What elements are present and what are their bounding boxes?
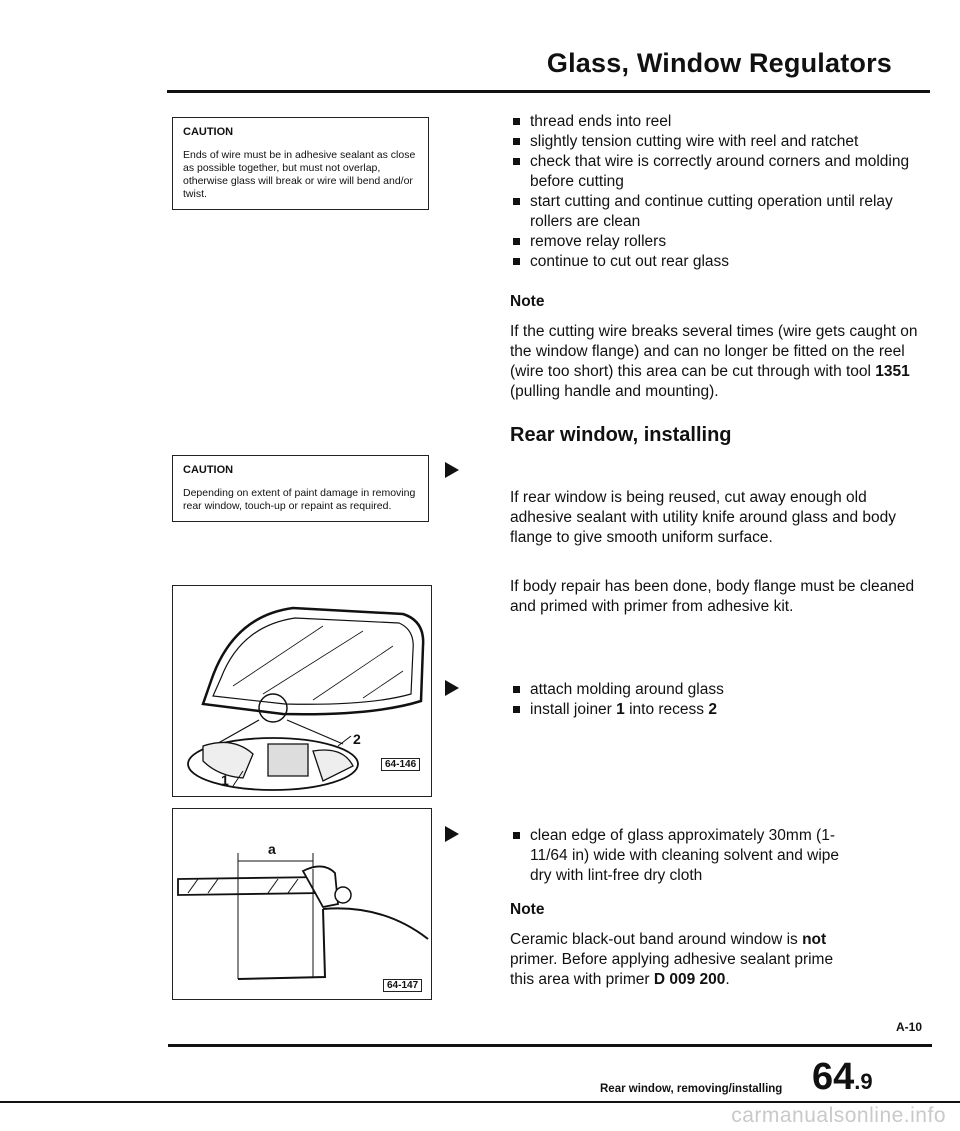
note-text: Ceramic black-out band around window is not primer. Before applying adhesive sealant prime this area with primer D 009 200. bbox=[510, 931, 834, 988]
list-item: clean edge of glass approximately 30mm (1-11/64 in) wide with cleaning solvent and wipe dry with lint-free dry cloth bbox=[510, 826, 850, 886]
watermark: carmanualsonline.info bbox=[731, 1104, 946, 1127]
bullet-list bbox=[510, 112, 930, 272]
footer-section-label: Rear window, removing/installing bbox=[600, 1083, 783, 1095]
list-item: slightly tension cutting wire with reel and ratchet bbox=[510, 132, 930, 152]
list-item: thread ends into reel bbox=[510, 112, 930, 132]
list-item: continue to cut out rear glass bbox=[510, 252, 930, 272]
reuse-paragraph: If rear window is being reused, cut away enough old adhesive sealant with utility knife around glass and body flange to give smooth uniform surface. bbox=[510, 489, 897, 546]
primer-code: D 009 200 bbox=[653, 971, 726, 988]
list-item: remove relay rollers bbox=[510, 232, 930, 252]
figure-code: A-10 bbox=[895, 1020, 922, 1034]
list-item: install joiner 1 into recess 2 bbox=[510, 700, 930, 720]
body-repair-paragraph: If body repair has been done, body flange must be cleaned and primed with primer from adhesive kit. bbox=[510, 578, 915, 615]
cleaning-step bbox=[510, 826, 850, 886]
page-title: Glass, Window Regulators bbox=[546, 48, 892, 78]
caution-text: Ends of wire must be in adhesive sealant as close as possible together, but must not overlap, otherwise glass will break or wire will bend and/or twist. bbox=[183, 149, 416, 200]
bottom-rule bbox=[0, 1101, 960, 1103]
figure-label-a: a bbox=[268, 841, 276, 857]
pointer-arrow-icon bbox=[445, 826, 459, 842]
list-item: attach molding around glass bbox=[510, 680, 930, 700]
figure-tag: 64-146 bbox=[381, 758, 420, 771]
glass-edge-section-illustration bbox=[173, 809, 431, 999]
caution-box-1 bbox=[172, 117, 429, 210]
figure-glass-edge-section bbox=[172, 808, 432, 1000]
caution-heading: CAUTION bbox=[183, 464, 234, 476]
bullet-list bbox=[510, 680, 930, 720]
list-item: start cutting and continue cutting operation until relay rollers are clean bbox=[510, 192, 930, 232]
note-text: If the cutting wire breaks several times (wire gets caught on the window flange) and can no longer be fitted on the reel (wire too short) this area can be cut through with tool 1351 (pulling handle and mounting). bbox=[510, 323, 918, 400]
note-heading: Note bbox=[510, 901, 545, 918]
figure-label-1: 1 bbox=[221, 772, 229, 788]
note-heading: Note bbox=[510, 293, 545, 310]
pointer-arrow-icon bbox=[445, 462, 459, 478]
caution-box-2 bbox=[172, 455, 429, 522]
section-heading: Rear window, installing bbox=[510, 424, 732, 446]
pointer-arrow-icon bbox=[445, 680, 459, 696]
figure-rear-window-joiner bbox=[172, 585, 432, 797]
caution-heading: CAUTION bbox=[183, 126, 234, 138]
figure-tag: 64-147 bbox=[383, 979, 422, 992]
list-item: check that wire is correctly around corners and molding before cutting bbox=[510, 152, 930, 192]
bullet-list bbox=[510, 826, 850, 886]
molding-steps bbox=[510, 680, 930, 720]
figure-label-2: 2 bbox=[353, 731, 361, 747]
header-rule bbox=[167, 90, 930, 93]
tool-number: 1351 bbox=[875, 363, 910, 380]
section-removal-steps bbox=[510, 112, 930, 402]
caution-text: Depending on extent of paint damage in removing rear window, touch-up or repaint as required. bbox=[183, 487, 416, 512]
footer-rule bbox=[168, 1044, 932, 1047]
page-number: 64.9 bbox=[812, 1056, 873, 1098]
